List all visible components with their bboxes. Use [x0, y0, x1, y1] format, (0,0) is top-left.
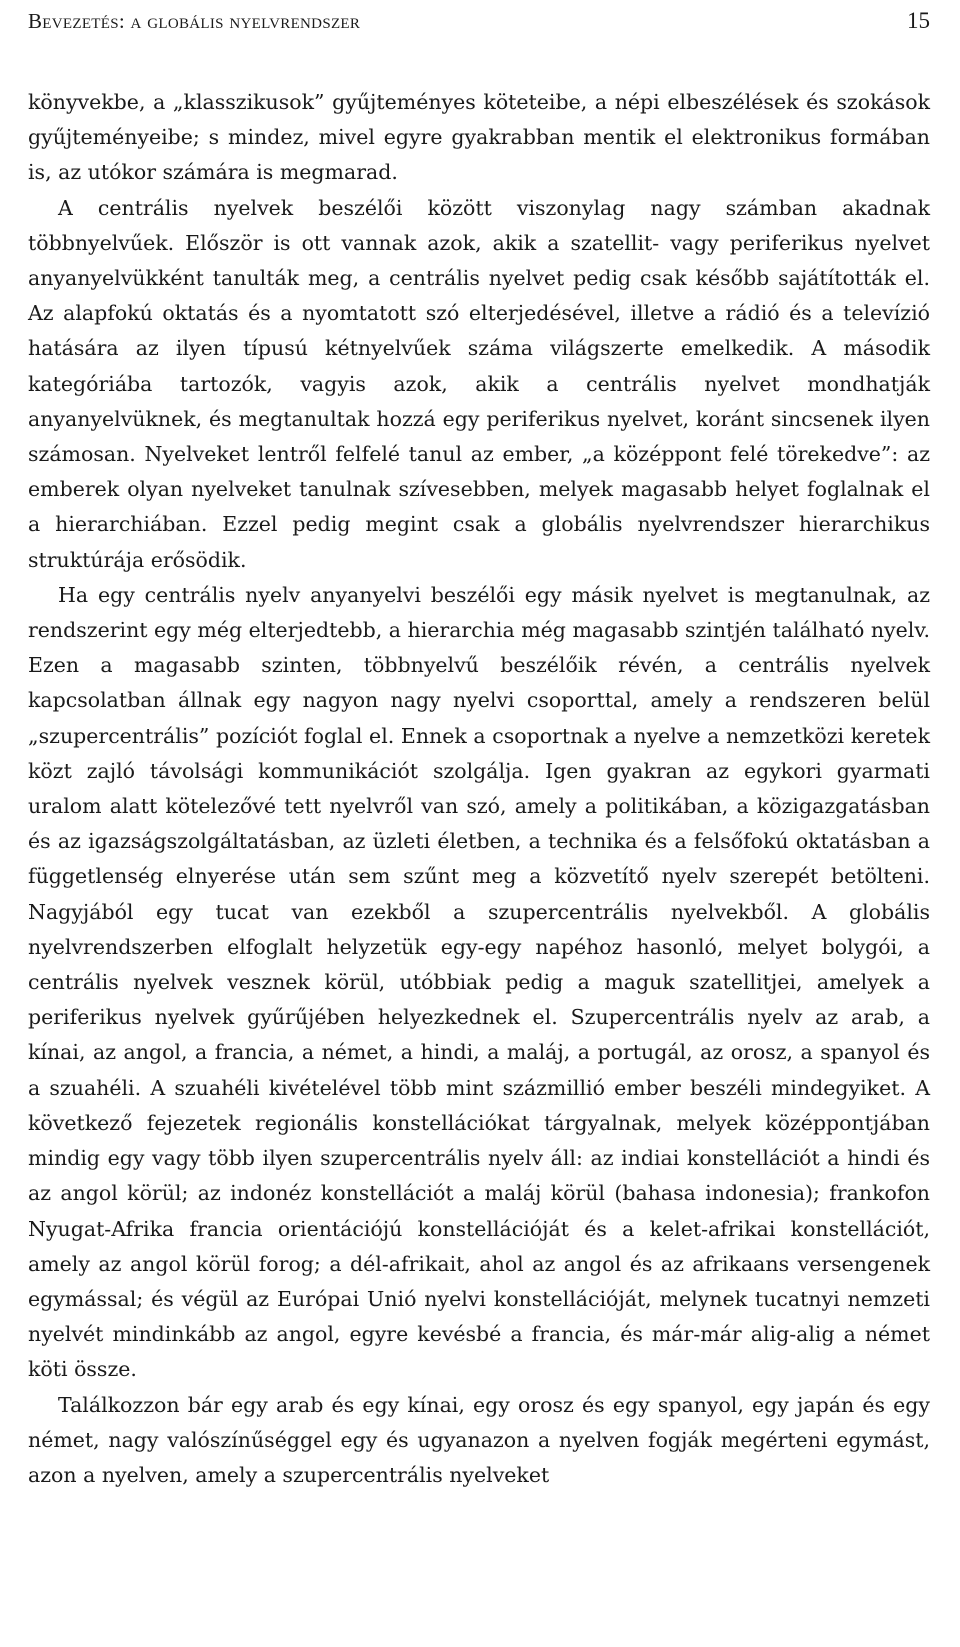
running-title: Bevezetés: a globális nyelvrendszer — [28, 9, 361, 33]
paragraph-continued: könyvekbe, a „klasszikusok” gyűjteményes köteteibe, a népi elbeszélések és szokások gyűjteményeibe; s mindez, mivel egyre gyakrabban mentik el elektronikus formában is, az utókor számára is megmarad. — [28, 90, 930, 185]
body-text — [28, 85, 930, 1493]
book-page — [28, 0, 930, 1647]
paragraph: Ha egy centrális nyelv anyanyelvi beszélői egy másik nyelvet is megtanulnak, az rendszerint egy még elterjedtebb, a hierarchia még magasabb szintjén található nyelv. Ezen a magasabb szinten, többnyelvű beszélőik révén, a centrális nyelvek kapcsolatban állnak egy nagyon nagy nyelvi csoporttal, amely a rendszeren belül „szupercentrális” pozíciót foglal el. Ennek a csoportnak a nyelve a nemzetközi keretek közt zajló távolsági kommunikációt szolgálja. Igen gyakran az egykori gyarmati uralom alatt kötelezővé tett nyelvről van szó, amely a politikában, a közigazgatásban és az igazságszolgáltatásban, az üzleti életben, a technika és a felsőfokú oktatásban a függetlenség elnyerése után sem szűnt meg a közvetítő nyelv szerepét betölteni. Nagyjából egy tucat van ezekből a szupercentrális nyelvekből. A globális nyelvrendszerben elfoglalt helyzetük egy-egy napéhoz hasonló, melyet bolygói, a centrális nyelvek vesznek körül, utóbbiak pedig a maguk szatellitjei, amelyek a periferikus nyelvek gyűrűjében helyezkednek el. Szupercentrális nyelv az arab, a kínai, az angol, a francia, a német, a hindi, a maláj, a portugál, az orosz, a spanyol és a szuahéli. A szuahéli kivételével több mint százmillió ember beszéli mindegyiket. A következő fejezetek regionális konstellációkat tárgyalnak, melyek középpontjában mindig egy vagy több ilyen szupercentrális nyelv áll: az indiai konstellációt a hindi és az angol körül; az indonéz konstellációt a maláj körül (bahasa indonesia); frankofon Nyugat-Afrika francia orientációjú konstellációját és a kelet-afrikai konstellációt, amely az angol körül forog; a dél-afrikait, ahol az angol és az afrikaans versengenek egymással; és végül az Európai Unió nyelvi konstellációját, melynek tucatnyi nemzeti nyelvét mindinkább az angol, egyre kevésbé a francia, és már-már alig-alig a német köti össze. — [28, 582, 930, 1382]
paragraph: A centrális nyelvek beszélői között viszonylag nagy számban akadnak többnyelvűek. Először is ott vannak azok, akik a szatellit- vagy periferikus nyelvet anyanyelvükként tanulták meg, a centrális nyelvet pedig csak később sajátították el. Az alapfokú oktatás és a nyomtatott szó elterjedésével, illetve a rádió és a televízió hatására az ilyen típusú kétnyelvűek száma világszerte emelkedik. A második kategóriába tartozók, vagyis azok, akik a centrális nyelvet mondhatják anyanyelvüknek, és megtanultak hozzá egy periferikus nyelvet, koránt sincsenek ilyen számosan. Nyelveket lentről felfelé tanul az ember, „a középpont felé törekedve”: az emberek olyan nyelveket tanulnak szívesebben, melyek magasabb helyet foglalnak el a hierarchiában. Ezzel pedig megint csak a globális nyelvrendszer hierarchikus struktúrája erősödik. — [28, 195, 930, 572]
running-head — [28, 6, 930, 36]
paragraph: Találkozzon bár egy arab és egy kínai, egy orosz és egy spanyol, egy japán és egy német, nagy valószínűséggel egy és ugyanazon a nyelven fogják megérteni egymást, azon a nyelven, amely a szupercentrális nyelveket — [28, 1392, 930, 1487]
page-number: 15 — [907, 8, 930, 33]
